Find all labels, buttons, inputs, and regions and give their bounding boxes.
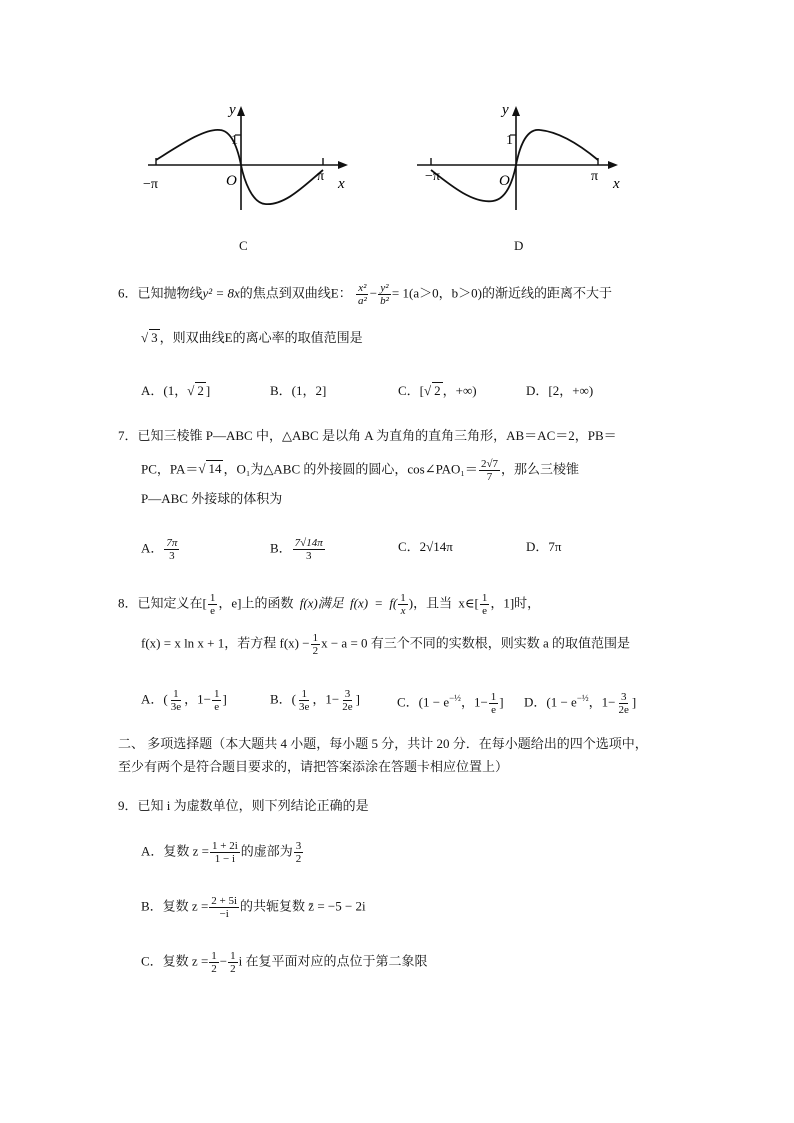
q7-line2: PC，PA＝√ 14 ，O₁为△ABC 的外接圆的圆心，cos∠PAO₁＝ $\frac{2√7}{7}$ ，那么三棱锥 bbox=[141, 458, 579, 483]
q9-option-c[interactable]: C．复数 z = $\frac{1}{2}$ − $\frac{1}{2}$ i 在复平面对应的点位于第二象限 bbox=[141, 950, 428, 975]
graph-c-neg-pi: −π bbox=[143, 177, 158, 192]
graph-c-x-label: x bbox=[338, 176, 345, 192]
section2-heading-line2: 至少有两个是符合题目要求的，请把答案添涂在答题卡相应位置上） bbox=[118, 759, 509, 774]
graph-d-origin: O bbox=[499, 173, 510, 189]
q6-frac-y: $\frac{\text{y²}}{\text{b²}}$ bbox=[380, 282, 389, 307]
q9-option-a[interactable]: A．复数 z = $\frac{1 + 2i}{1 - i}$ 的虚部为 $\frac{3}{2}$ bbox=[141, 840, 302, 865]
q9-stem: 9．已知 i 为虚数单位，则下列结论正确的是 bbox=[118, 798, 369, 813]
q6-option-b[interactable]: B．(1，2] bbox=[270, 383, 327, 398]
q7-option-c[interactable]: C．2√14π bbox=[398, 539, 453, 554]
q6-line1: 6．已知抛物线y² = 8x的焦点到双曲线E： $\frac{\text{x²}}{\text{a²}}$ − $\frac{\text{y²}}{\text{b²}}$ = 1(a＞0，b＞0)的渐近线的距离不大于 bbox=[118, 282, 612, 307]
q7-line1: 7．已知三棱锥 P—ABC 中，△ABC 是以角 A 为直角的直角三角形，AB＝AC＝2，PB＝ bbox=[118, 428, 617, 443]
q8-option-d[interactable]: D．($1 - e^{-\frac{1}{2}}$，1− $\frac{3}{2e}$ ] bbox=[524, 690, 637, 716]
q7-option-a[interactable]: A． $\frac{7\pi}{3}$ bbox=[141, 537, 178, 562]
graph-d-y-label: y bbox=[502, 102, 509, 118]
q7-line3: P—ABC 外接球的体积为 bbox=[141, 491, 283, 506]
graph-d-pi: π bbox=[591, 169, 599, 184]
graph-c-caption: C bbox=[239, 238, 248, 253]
q6-frac-x: $\frac{\text{x²}}{\text{a²}}$ bbox=[357, 282, 367, 307]
graph-c-origin: O bbox=[226, 173, 237, 189]
q8-line2: f(x) = x ln x + 1，若方程 f(x) − $\frac{1}{2}$ x − a = 0 有三个不同的实数根，则实数 a 的取值范围是 bbox=[141, 632, 631, 657]
graph-c-y-label: y bbox=[229, 102, 236, 118]
graph-d bbox=[415, 100, 635, 215]
graph-d-x-label: x bbox=[613, 176, 620, 192]
q7-option-d[interactable]: D．7π bbox=[526, 539, 562, 554]
q6-line2: √ 3 ，则双曲线E的离心率的取值范围是 bbox=[141, 328, 363, 348]
q7-cos-frac: $\frac{2√7}{7}$ bbox=[480, 458, 498, 483]
graph-d-neg-pi: −π bbox=[425, 169, 440, 184]
graph-c-one: 1 bbox=[231, 133, 238, 148]
section2-heading-line1: 二、 多项选择题（本大题共 4 小题，每小题 5 分，共计 20 分．在每小题给出的四个选项中， bbox=[118, 736, 648, 751]
graph-d-one: 1 bbox=[506, 133, 513, 148]
q6-option-a[interactable]: A．(1，√ 2 ] bbox=[141, 381, 210, 401]
q8-option-a[interactable]: A．( $\frac{1}{3e}$ ，1− $\frac{1}{e}$ ] bbox=[141, 688, 227, 713]
q8-line1: 8．已知定义在[ $\frac{1}{e}$ ，e]上的函数 f(x)满足 f(x) = f( $\frac{1}{x}$ )，且当 x∈[ $\frac{1}{e}$ ，1]时， bbox=[118, 592, 541, 617]
q7-option-b[interactable]: B． $\frac{7√14\pi}{3}$ bbox=[270, 537, 323, 562]
graph-c bbox=[140, 100, 360, 215]
q8-option-c[interactable]: C．($1 - e^{-\frac{1}{2}}$，1− $\frac{1}{e}$ ] bbox=[397, 690, 504, 716]
q9-option-b[interactable]: B．复数 z = $\frac{2 + 5i}{-i}$ 的共轭复数 z̄ = −5 − 2i bbox=[141, 895, 366, 920]
q6-option-c[interactable]: C．[√ 2 ，+∞) bbox=[398, 381, 477, 401]
graph-d-caption: D bbox=[514, 238, 524, 253]
q6-option-d[interactable]: D．[2，+∞) bbox=[526, 383, 594, 398]
q8-option-b[interactable]: B．( $\frac{1}{3e}$ ，1− $\frac{3}{2e}$ ] bbox=[270, 688, 360, 713]
graph-c-pi: π bbox=[317, 169, 325, 184]
